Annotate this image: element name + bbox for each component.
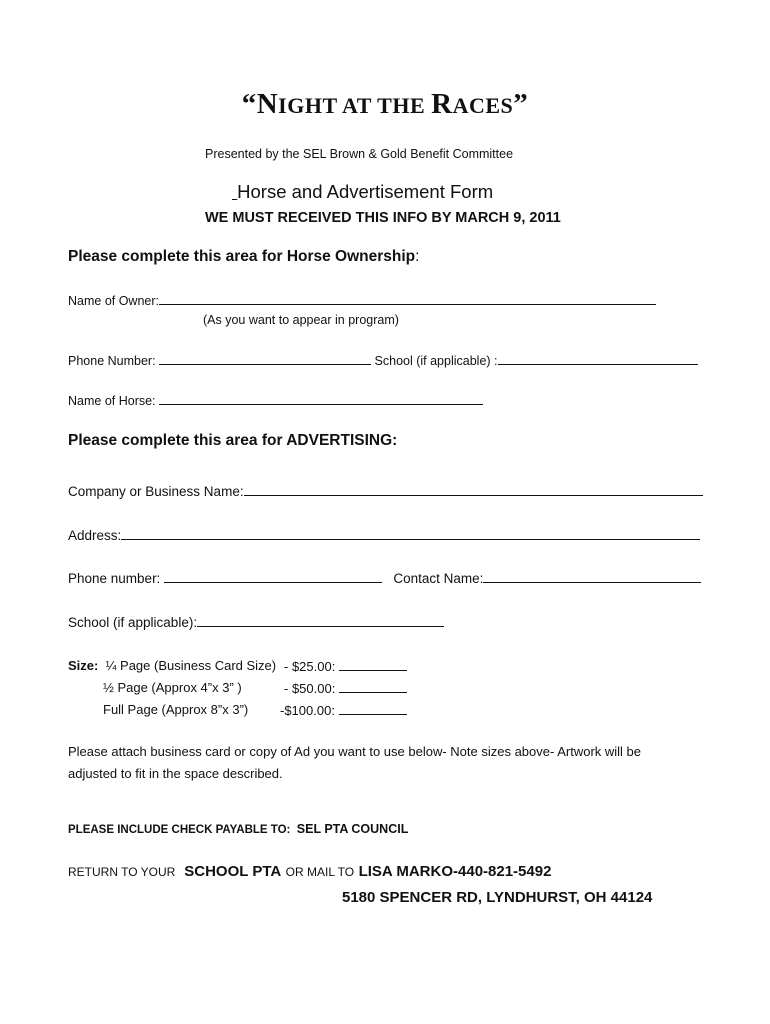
owner-name-label: Name of Owner: bbox=[68, 294, 160, 308]
page-title bbox=[0, 88, 770, 121]
ad-phone-row bbox=[68, 570, 701, 586]
attach-note-line2: adjusted to fit in the space described. bbox=[68, 766, 283, 781]
presented-by: Presented by the SEL Brown & Gold Benefit Committee bbox=[205, 147, 514, 161]
title-at-the: AT THE bbox=[337, 93, 432, 118]
owner-school-field[interactable] bbox=[498, 352, 698, 365]
title-aces: ACES bbox=[452, 93, 514, 118]
company-field[interactable] bbox=[244, 483, 703, 496]
return-prefix: RETURN TO YOUR bbox=[68, 865, 176, 879]
ownership-heading-colon: : bbox=[415, 248, 420, 265]
ad-school-label: School (if applicable): bbox=[68, 615, 198, 630]
owner-name-row bbox=[68, 292, 656, 308]
size-3-price-group bbox=[280, 702, 407, 718]
size-2-field[interactable] bbox=[339, 680, 407, 693]
ad-school-field[interactable] bbox=[197, 614, 444, 627]
ownership-heading bbox=[68, 248, 419, 266]
title-n: N bbox=[256, 88, 279, 120]
horse-name-label: Name of Horse: bbox=[68, 394, 156, 408]
form-title bbox=[232, 181, 493, 203]
owner-phone-label: Phone Number: bbox=[68, 354, 156, 368]
return-school-pta: SCHOOL PTA bbox=[184, 863, 282, 880]
ad-phone-field[interactable] bbox=[164, 570, 382, 583]
size-label: Size: bbox=[68, 658, 99, 673]
attach-note-line1: Please attach business card or copy of Ad you want to use below- Note sizes above- Artwork will be bbox=[68, 744, 642, 759]
ad-phone-label: Phone number: bbox=[68, 571, 161, 586]
check-payable-payee: SEL PTA COUNCIL bbox=[296, 822, 409, 836]
return-address: 5180 SPENCER RD, LYNDHURST, OH 44124 bbox=[342, 889, 653, 906]
size-1-desc: ¼ Page (Business Card Size) bbox=[105, 658, 277, 673]
size-2-price-group bbox=[284, 680, 407, 696]
size-3-field[interactable] bbox=[339, 702, 407, 715]
advertising-heading: Please complete this area for ADVERTISING: bbox=[68, 432, 398, 449]
owner-phone-row bbox=[68, 352, 698, 368]
size-2-desc: ½ Page (Approx 4”x 3” ) bbox=[103, 680, 242, 695]
address-field[interactable] bbox=[121, 527, 700, 540]
check-payable bbox=[68, 822, 408, 836]
size-2-price: - $50.00: bbox=[284, 681, 336, 696]
size-row-1 bbox=[68, 658, 276, 673]
return-row bbox=[68, 863, 551, 881]
size-1-field[interactable] bbox=[339, 658, 407, 671]
size-3-desc: Full Page (Approx 8”x 3”) bbox=[103, 702, 249, 717]
return-or-mail: OR MAIL TO bbox=[285, 865, 355, 879]
company-row bbox=[68, 483, 703, 499]
size-1-price: - $25.00: bbox=[284, 659, 336, 674]
horse-name-field[interactable] bbox=[159, 392, 483, 405]
owner-school-label: School (if applicable) : bbox=[374, 354, 498, 368]
title-quote-open: “ bbox=[241, 88, 257, 120]
owner-name-note: (As you want to appear in program) bbox=[203, 313, 399, 327]
address-label: Address: bbox=[68, 528, 122, 543]
owner-name-field[interactable] bbox=[159, 292, 656, 305]
title-r: R bbox=[431, 88, 453, 120]
size-3-price: -$100.00: bbox=[280, 703, 335, 718]
address-row bbox=[68, 527, 700, 543]
ownership-heading-text: Please complete this area for Horse Ownership bbox=[68, 248, 416, 265]
size-1-price-group bbox=[284, 658, 407, 674]
company-label: Company or Business Name: bbox=[68, 484, 244, 499]
ad-school-row bbox=[68, 614, 444, 630]
deadline-notice: WE MUST RECEIVED THIS INFO BY MARCH 9, 2011 bbox=[205, 210, 561, 226]
owner-phone-field[interactable] bbox=[159, 352, 371, 365]
title-quote-close: ” bbox=[513, 88, 529, 120]
contact-field[interactable] bbox=[483, 570, 701, 583]
check-payable-label: PLEASE INCLUDE CHECK PAYABLE TO: bbox=[68, 824, 291, 836]
title-ight: IGHT bbox=[278, 93, 338, 118]
horse-name-row bbox=[68, 392, 483, 408]
contact-label: Contact Name: bbox=[393, 571, 484, 586]
return-contact: LISA MARKO-440-821-5492 bbox=[358, 863, 552, 880]
form-title-text: Horse and Advertisement Form bbox=[237, 181, 494, 202]
